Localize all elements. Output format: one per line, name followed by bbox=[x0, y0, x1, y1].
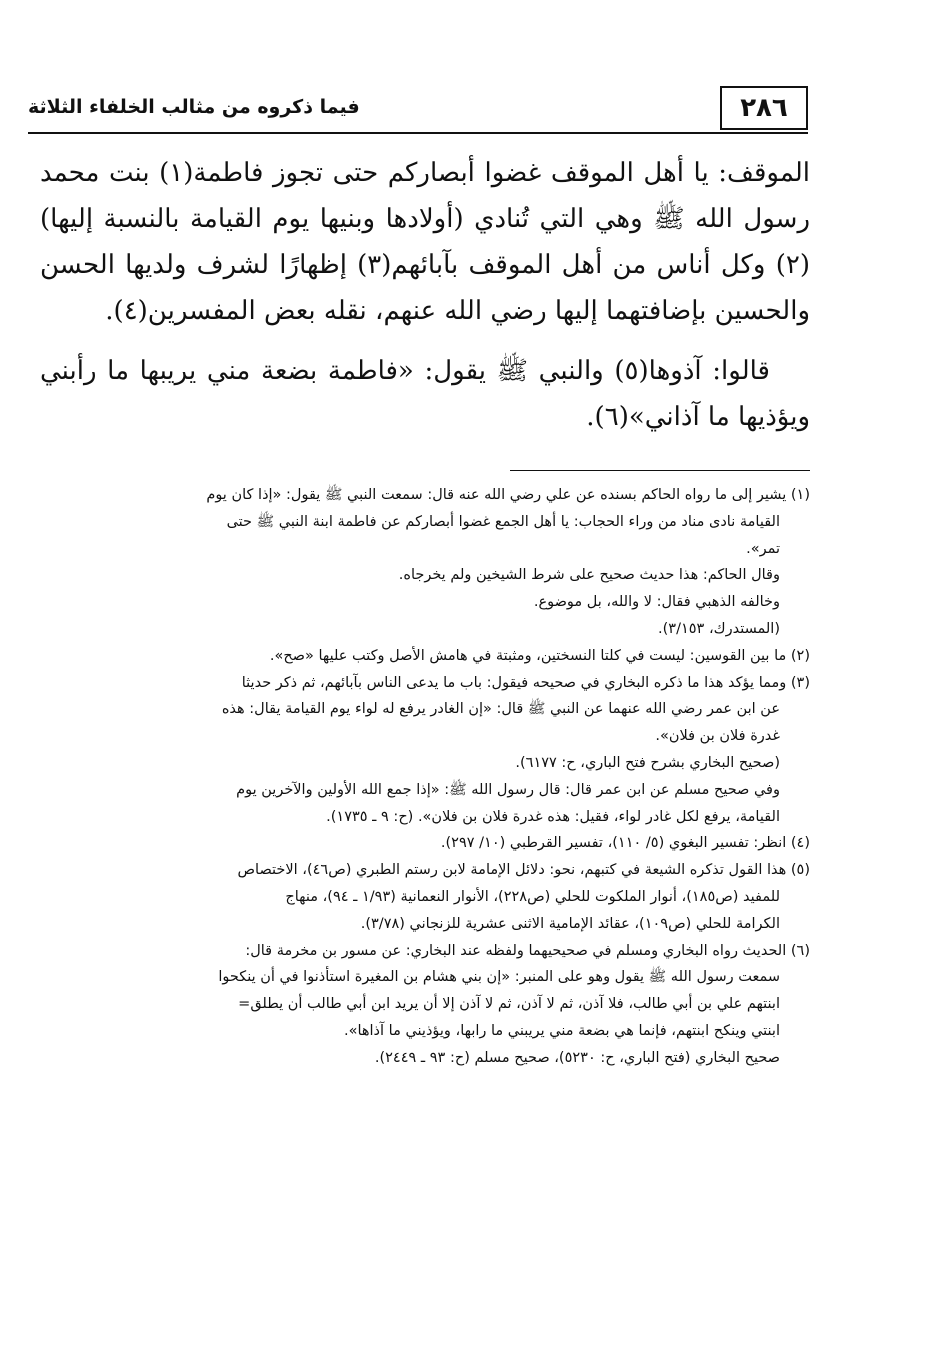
footnote-6 bbox=[40, 938, 810, 1072]
footnote-line: ابنتي وينكح ابنتهم، فإنما هي بضعة مني يريبني ما رابها، ويؤذيني ما آذاها». bbox=[343, 1022, 780, 1039]
footnote-line: (٣) ومما يؤكد هذا ما ذكره البخاري في صحيحه فيقول: باب ما يدعى الناس بآبائهم، ثم ذكر حديثا bbox=[241, 674, 810, 691]
running-title: فيما ذكروه من مثالب الخلفاء الثلاثة bbox=[28, 96, 360, 118]
main-paragraph-2: قالوا: آذوها(٥) والنبي ﷺ يقول: «فاطمة بضعة مني يريبها ما رأبني ويؤذيها ما آذاني»(٦). bbox=[40, 356, 810, 432]
footnote-line: وخالفه الذهبي فقال: لا والله، بل موضوع. bbox=[533, 594, 780, 611]
footnote-2: (٢) ما بين القوسين: ليست في كلتا النسختين، ومثبتة في هامش الأصل وكتب عليها «صح». bbox=[269, 647, 810, 664]
footnote-line: وقال الحاكم: هذا حديث صحيح على شرط الشيخين ولم يخرجاه. bbox=[398, 567, 780, 584]
footnote-line: (صحيح البخاري بشرح فتح الباري، ح: ٦١٧٧). bbox=[515, 754, 780, 771]
main-paragraph-1: الموقف: يا أهل الموقف غضوا أبصاركم حتى تجوز فاطمة(١) بنت محمد رسول الله ﷺ وهي التي تُنادي (أولادها وبنيها يوم القيامة بالنسبة إليها)(٢) وكل أناس من أهل الموقف بآبائهم(٣) إظهارًا لشرف ولديها الحسن والحسين بإضافتهما إليها رضي الله عنهم، نقله بعض المفسرين(٤). bbox=[40, 158, 810, 326]
footnote-line: تمر». bbox=[746, 540, 780, 557]
footnote-line: غدرة فلان بن فلان». bbox=[655, 728, 780, 745]
footnote-1 bbox=[40, 482, 810, 643]
page-number: ٢٨٦ bbox=[720, 86, 808, 130]
footnote-3 bbox=[40, 670, 810, 831]
footnote-line: وفي صحيح مسلم عن ابن عمر قال: قال رسول الله ﷺ: «إذا جمع الله الأولين والآخرين يوم bbox=[236, 781, 780, 798]
page-header bbox=[28, 82, 808, 132]
footnote-5 bbox=[40, 857, 810, 937]
footnote-line: (٥) هذا القول تذكره الشيعة في كتبهم، نحو: دلائل الإمامة لابن رستم الطبري (ص٤٦)، الاختصاص bbox=[237, 862, 810, 879]
footnote-line: صحيح البخاري (فتح الباري، ح: ٥٢٣٠)، صحيح مسلم (ح: ٩٣ ـ ٢٤٤٩). bbox=[374, 1049, 780, 1066]
footnote-line: الكرامة للحلي (ص١٠٩)، عقائد الإمامية الاثنى عشرية للزنجاني (٣/٧٨). bbox=[360, 915, 780, 932]
footnote-line: سمعت رسول الله ﷺ يقول وهو على المنبر: «إن بني هشام بن المغيرة استأذنوا في أن ينكحوا bbox=[218, 969, 780, 986]
footnote-line: (١) يشير إلى ما رواه الحاكم بسنده عن علي رضي الله عنه قال: سمعت النبي ﷺ يقول: «إذا كان يوم bbox=[206, 487, 810, 503]
footnote-line: القيامة نادى مناد من وراء الحجاب: يا أهل الجمع غضوا أبصاركم عن فاطمة ابنة النبي ﷺ حتى bbox=[226, 513, 780, 530]
footnotes bbox=[40, 482, 810, 1072]
footnote-line: عن ابن عمر رضي الله عنهما عن النبي ﷺ قال: «إن الغادر يرفع له لواء يوم القيامة يقال: هذه bbox=[221, 701, 780, 718]
footnote-line: للمفيد (ص١٨٥)، أنوار الملكوت للحلي (ص٢٢٨)، الأنوار النعمانية (١/٩٣ ـ ٩٤)، منهاج bbox=[285, 888, 780, 905]
footnote-line: (٦) الحديث رواه البخاري ومسلم في صحيحيهما ولفظه عند البخاري: عن مسور بن مخرمة قال: bbox=[245, 942, 810, 959]
footnote-separator bbox=[510, 470, 810, 471]
header-rule bbox=[28, 132, 808, 134]
footnote-line: القيامة، يرفع لكل غادر لواء، فقيل: هذه غدرة فلان بن فلان». (ح: ٩ ـ ١٧٣٥). bbox=[326, 808, 780, 825]
main-text bbox=[40, 150, 810, 440]
footnote-4: (٤) انظر: تفسير البغوي (٥/ ١١٠)، تفسير القرطبي (١٠/ ٢٩٧). bbox=[440, 835, 810, 852]
footnote-line: (المستدرك، ٣/١٥٣). bbox=[658, 620, 780, 637]
footnote-line: ابنتهم علي بن أبي طالب، فلا آذن، ثم لا آذن، ثم لا آذن إلا أن يريد ابن أبي طالب أن يطلق= bbox=[238, 996, 780, 1013]
